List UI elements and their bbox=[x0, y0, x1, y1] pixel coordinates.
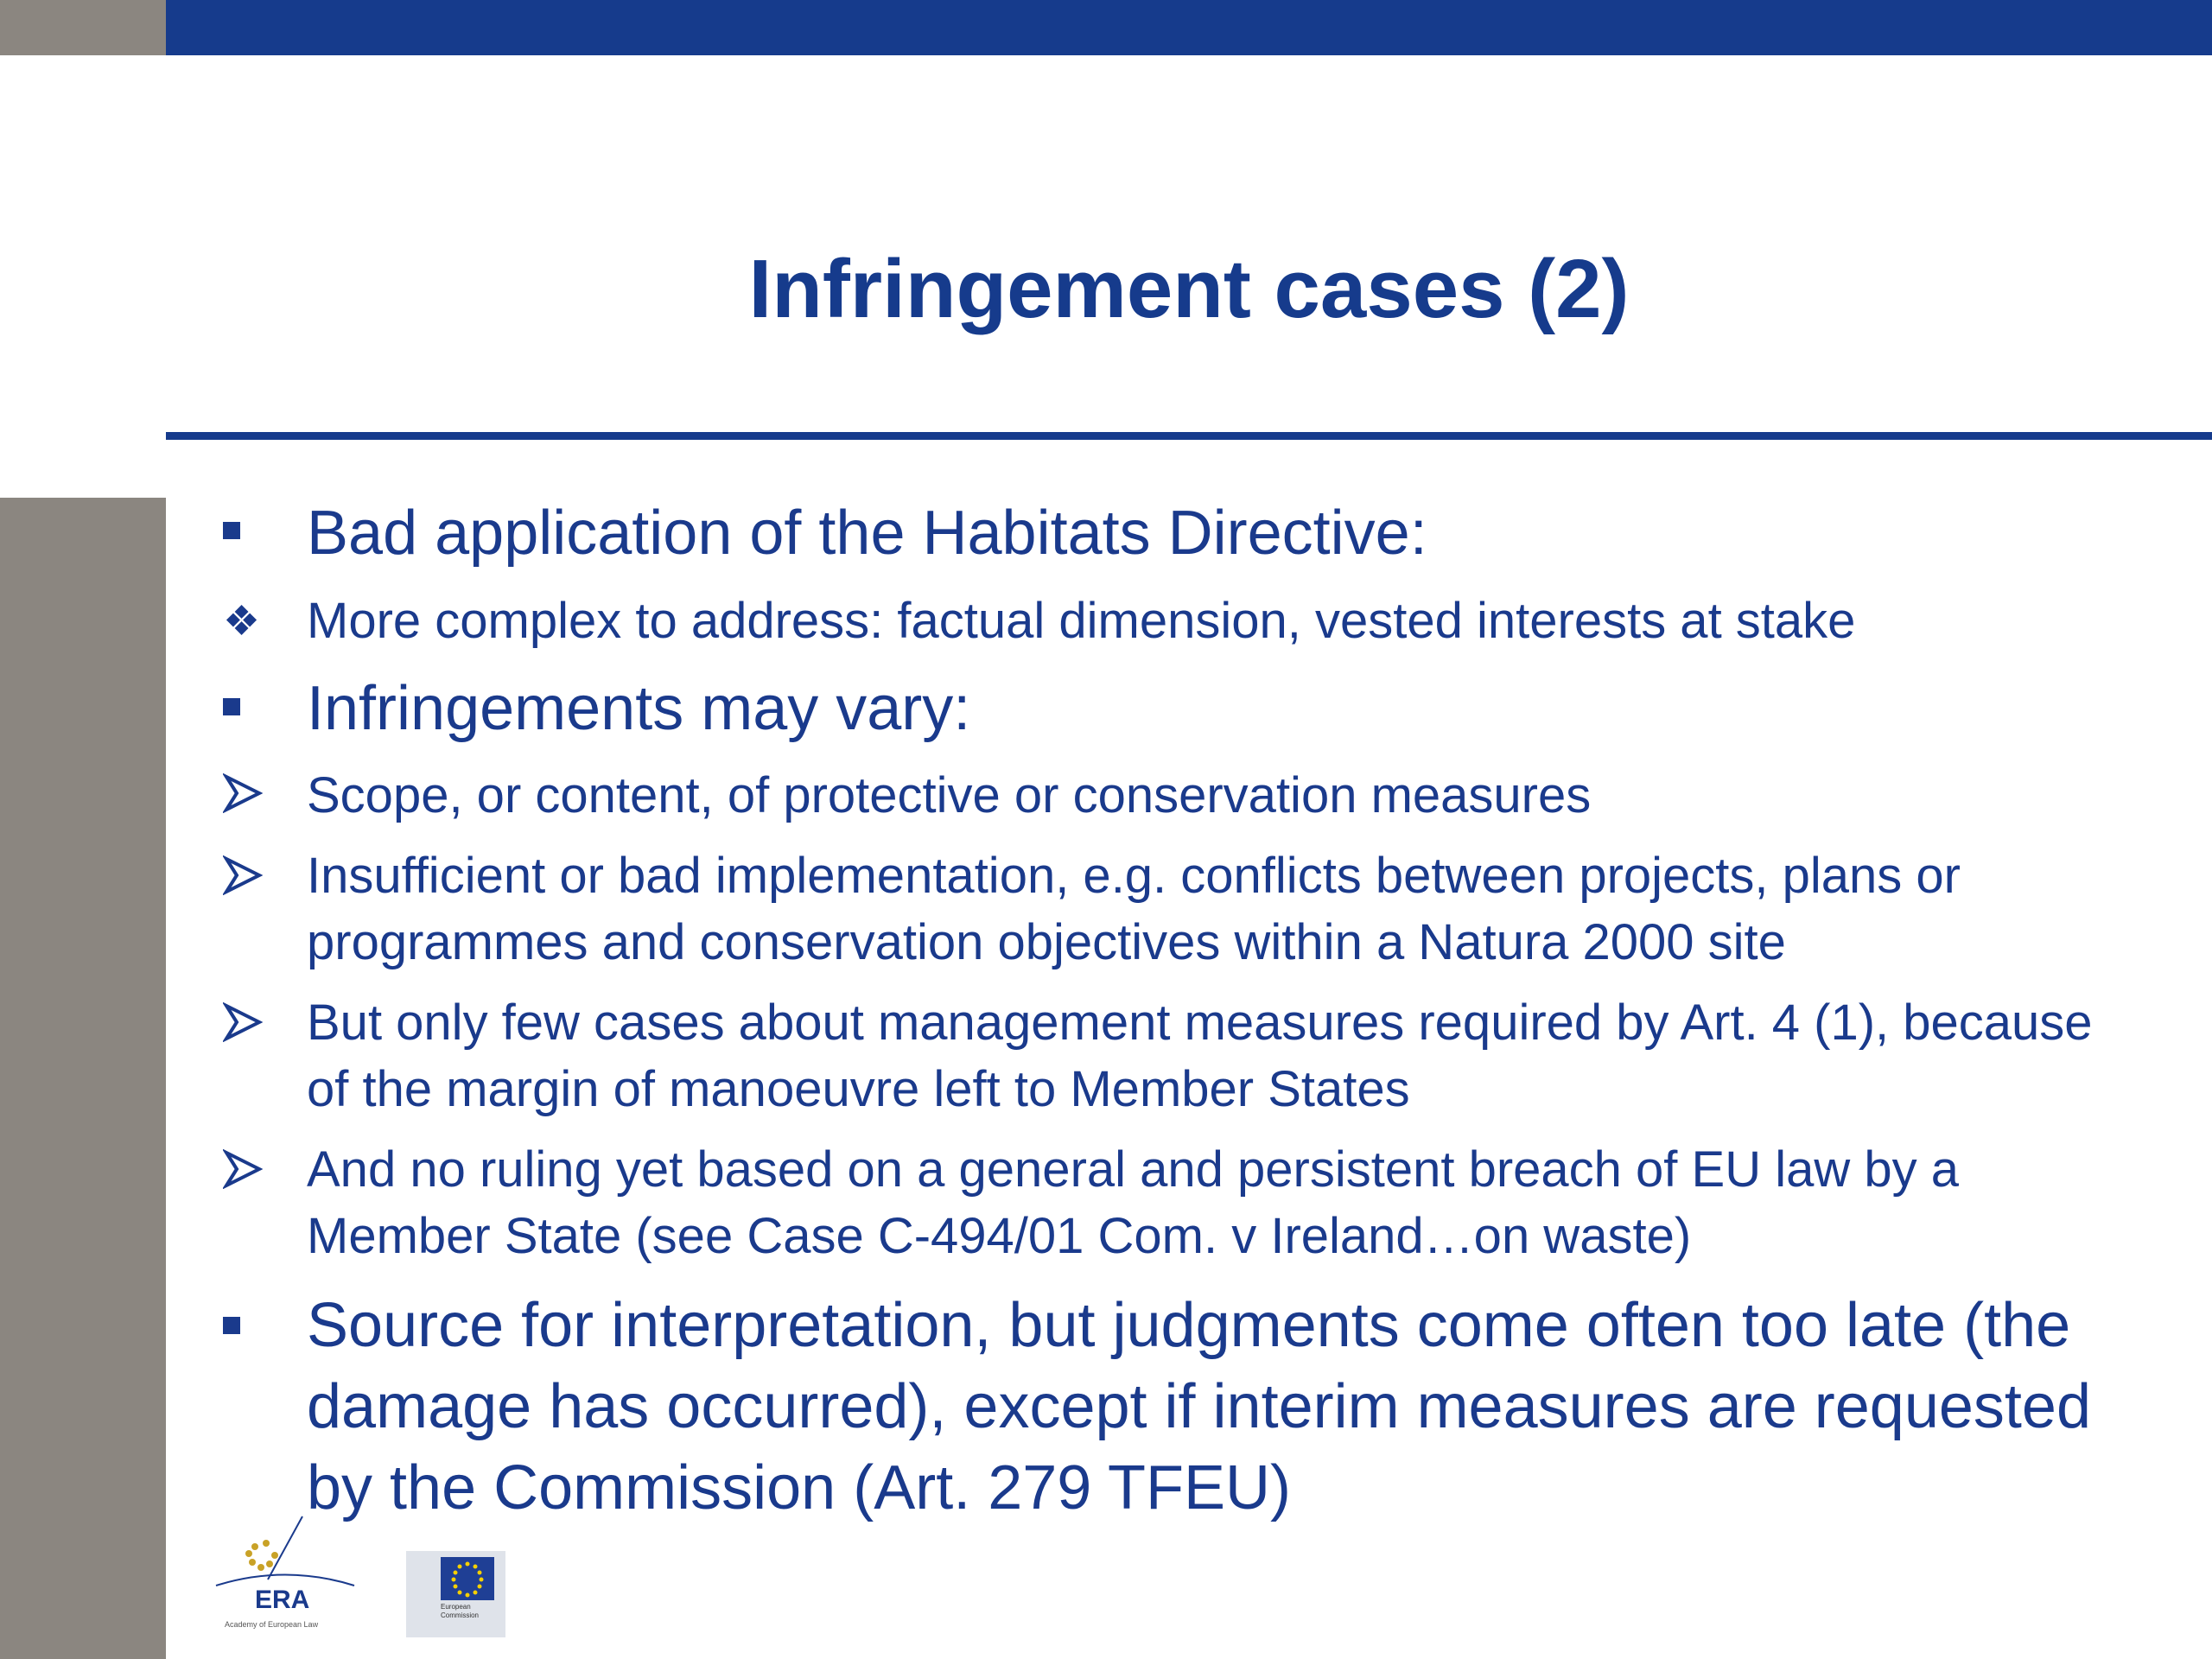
eu-flag-icon bbox=[441, 1557, 494, 1600]
square-bullet-icon bbox=[223, 698, 240, 715]
bullet-item: Infringements may vary: bbox=[307, 674, 971, 743]
square-bullet-icon bbox=[223, 522, 240, 539]
sub-bullet-item: And no ruling yet based on a general and persistent breach of EU law by a Member State (see Case C-494/01 Com. v Ireland…on waste) bbox=[307, 1141, 1959, 1264]
ec-logo-line1: European bbox=[441, 1603, 471, 1611]
arrow-bullet-icon bbox=[223, 1002, 263, 1046]
era-logo-icon bbox=[207, 1512, 363, 1594]
sub-bullet-item: But only few cases about management measures required by Art. 4 (1), because of the margin of manoeuvre left to Member States bbox=[307, 995, 2093, 1117]
diamond-cluster-bullet-icon: ❖ bbox=[223, 599, 261, 645]
footer-logos bbox=[207, 1512, 570, 1642]
arrow-bullet-icon bbox=[223, 773, 263, 817]
arrow-bullet-icon bbox=[223, 855, 263, 899]
era-logo-subtitle: Academy of European Law bbox=[225, 1620, 319, 1629]
arrow-bullet-icon bbox=[223, 1149, 263, 1193]
bullet-item: Bad application of the Habitats Directive: bbox=[307, 499, 1427, 568]
sub-bullet-item: More complex to address: factual dimension, vested interests at stake bbox=[307, 593, 1856, 649]
sub-bullet-item: Insufficient or bad implementation, e.g. conflicts between projects, plans or programmes and conservation objectives within a Natura 2000 site bbox=[307, 848, 1961, 970]
sub-bullet-item: Scope, or content, of protective or conservation measures bbox=[307, 767, 1592, 823]
slide-title: Infringement cases (2) bbox=[748, 243, 1630, 335]
ec-logo-label bbox=[441, 1603, 479, 1620]
ec-logo-line2: Commission bbox=[441, 1611, 480, 1619]
era-logo-label: ERA bbox=[255, 1586, 310, 1614]
square-bullet-icon bbox=[223, 1317, 240, 1334]
bullet-item: Source for interpretation, but judgments come often too late (the damage has occurred), except if interim measures are requested by the Commission (Art. 279 TFEU) bbox=[307, 1291, 2092, 1522]
